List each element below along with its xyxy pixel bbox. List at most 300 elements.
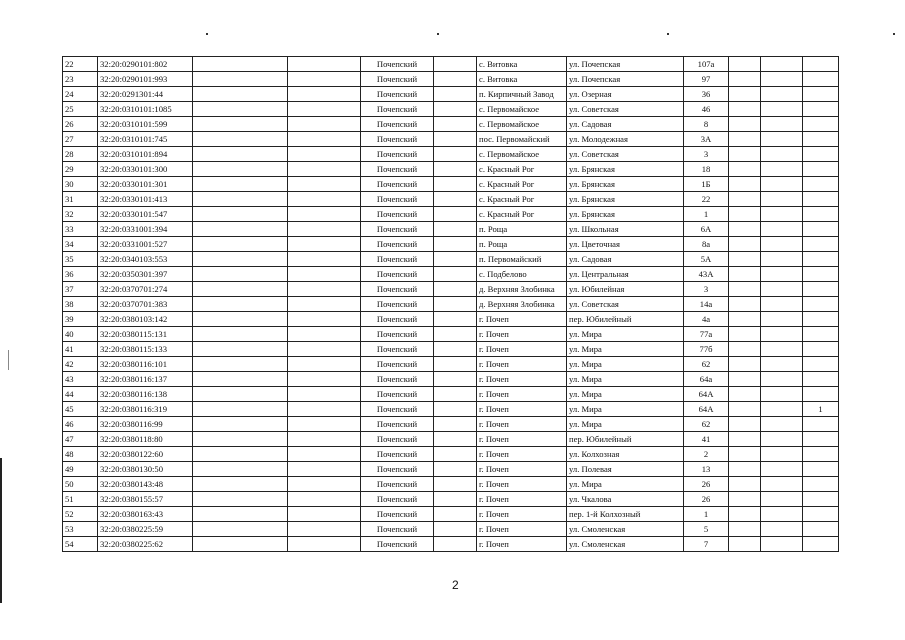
cadastral-number: 32:20:0330101:547 — [98, 207, 193, 222]
street: ул. Цветочная — [567, 237, 684, 252]
locality: г. Почеп — [477, 522, 567, 537]
row-number: 37 — [63, 282, 98, 297]
locality: г. Почеп — [477, 447, 567, 462]
page-number: 2 — [452, 578, 459, 592]
blank-cell — [729, 417, 761, 432]
blank-cell — [761, 432, 803, 447]
locality: с. Подбелово — [477, 267, 567, 282]
blank-cell — [729, 372, 761, 387]
blank-cell — [288, 252, 361, 267]
house-number: 5А — [684, 252, 729, 267]
locality: с. Первомайское — [477, 117, 567, 132]
house-number: 62 — [684, 357, 729, 372]
row-number: 23 — [63, 72, 98, 87]
district: Почепский — [361, 282, 434, 297]
locality: д. Верхняя Злобинка — [477, 297, 567, 312]
row-number: 32 — [63, 207, 98, 222]
mark-cell — [803, 237, 839, 252]
street: ул. Смоленская — [567, 522, 684, 537]
house-number: 18 — [684, 162, 729, 177]
blank-cell — [729, 147, 761, 162]
street: ул. Мира — [567, 372, 684, 387]
blank-cell — [729, 432, 761, 447]
mark-cell — [803, 357, 839, 372]
blank-cell — [193, 147, 288, 162]
mark-cell — [803, 372, 839, 387]
street: ул. Колхозная — [567, 447, 684, 462]
blank-cell — [761, 372, 803, 387]
blank-cell — [729, 207, 761, 222]
blank-cell — [288, 162, 361, 177]
blank-cell — [729, 117, 761, 132]
blank-cell — [288, 312, 361, 327]
blank-cell — [193, 462, 288, 477]
table-row — [63, 312, 839, 327]
street: ул. Мира — [567, 477, 684, 492]
blank-cell — [193, 282, 288, 297]
blank-cell — [288, 222, 361, 237]
table-row — [63, 162, 839, 177]
locality: пос. Первомайский — [477, 132, 567, 147]
blank-cell — [761, 162, 803, 177]
blank-cell — [288, 282, 361, 297]
blank-cell — [193, 447, 288, 462]
blank-cell — [434, 267, 477, 282]
blank-cell — [434, 87, 477, 102]
district: Почепский — [361, 252, 434, 267]
blank-cell — [761, 507, 803, 522]
district: Почепский — [361, 357, 434, 372]
scan-binding-line — [8, 350, 9, 370]
locality: д. Верхняя Злобинка — [477, 282, 567, 297]
blank-cell — [193, 102, 288, 117]
cadastral-number: 32:20:0380115:133 — [98, 342, 193, 357]
table-row — [63, 507, 839, 522]
row-number: 54 — [63, 537, 98, 552]
street: ул. Центральная — [567, 267, 684, 282]
blank-cell — [288, 267, 361, 282]
mark-cell — [803, 192, 839, 207]
locality: с. Первомайское — [477, 147, 567, 162]
district: Почепский — [361, 267, 434, 282]
blank-cell — [729, 387, 761, 402]
cadastral-number: 32:20:0380143:48 — [98, 477, 193, 492]
blank-cell — [288, 72, 361, 87]
blank-cell — [288, 447, 361, 462]
mark-cell — [803, 87, 839, 102]
blank-cell — [729, 132, 761, 147]
blank-cell — [434, 147, 477, 162]
mark-cell — [803, 417, 839, 432]
house-number: 41 — [684, 432, 729, 447]
registry-table — [62, 56, 839, 552]
blank-cell — [761, 297, 803, 312]
blank-cell — [761, 312, 803, 327]
house-number: 77а — [684, 327, 729, 342]
district: Почепский — [361, 537, 434, 552]
mark-cell — [803, 342, 839, 357]
cadastral-number: 32:20:0310101:599 — [98, 117, 193, 132]
blank-cell — [193, 177, 288, 192]
blank-cell — [193, 252, 288, 267]
blank-cell — [288, 147, 361, 162]
table-row — [63, 402, 839, 417]
cadastral-number: 32:20:0380122:60 — [98, 447, 193, 462]
house-number: 26 — [684, 492, 729, 507]
cadastral-number: 32:20:0380116:99 — [98, 417, 193, 432]
blank-cell — [434, 222, 477, 237]
district: Почепский — [361, 192, 434, 207]
blank-cell — [761, 207, 803, 222]
table-row — [63, 87, 839, 102]
table-row — [63, 492, 839, 507]
blank-cell — [434, 297, 477, 312]
blank-cell — [288, 387, 361, 402]
street: ул. Брянская — [567, 207, 684, 222]
blank-cell — [761, 237, 803, 252]
house-number: 2 — [684, 447, 729, 462]
street: ул. Полевая — [567, 462, 684, 477]
row-number: 28 — [63, 147, 98, 162]
locality: с. Красный Рог — [477, 207, 567, 222]
table-row — [63, 522, 839, 537]
blank-cell — [288, 297, 361, 312]
locality: г. Почеп — [477, 507, 567, 522]
cadastral-number: 32:20:0380225:62 — [98, 537, 193, 552]
locality: г. Почеп — [477, 387, 567, 402]
table-row — [63, 477, 839, 492]
blank-cell — [761, 357, 803, 372]
house-number: 8 — [684, 117, 729, 132]
table-row — [63, 267, 839, 282]
row-number: 51 — [63, 492, 98, 507]
table-row — [63, 537, 839, 552]
cadastral-number: 32:20:0380163:43 — [98, 507, 193, 522]
locality: с. Красный Рог — [477, 177, 567, 192]
mark-cell — [803, 57, 839, 72]
blank-cell — [193, 327, 288, 342]
district: Почепский — [361, 297, 434, 312]
district: Почепский — [361, 132, 434, 147]
blank-cell — [434, 132, 477, 147]
mark-cell — [803, 207, 839, 222]
district: Почепский — [361, 417, 434, 432]
district: Почепский — [361, 342, 434, 357]
row-number: 46 — [63, 417, 98, 432]
row-number: 34 — [63, 237, 98, 252]
blank-cell — [761, 402, 803, 417]
district: Почепский — [361, 447, 434, 462]
house-number: 6А — [684, 222, 729, 237]
blank-cell — [434, 327, 477, 342]
blank-cell — [288, 507, 361, 522]
blank-cell — [729, 492, 761, 507]
cadastral-number: 32:20:0380116:319 — [98, 402, 193, 417]
table-row — [63, 102, 839, 117]
house-number: 46 — [684, 102, 729, 117]
blank-cell — [434, 207, 477, 222]
locality: с. Витовка — [477, 57, 567, 72]
row-number: 42 — [63, 357, 98, 372]
row-number: 24 — [63, 87, 98, 102]
registry-table-body — [63, 57, 839, 552]
blank-cell — [288, 327, 361, 342]
row-number: 44 — [63, 387, 98, 402]
mark-cell — [803, 387, 839, 402]
blank-cell — [434, 312, 477, 327]
blank-cell — [434, 477, 477, 492]
table-row — [63, 117, 839, 132]
mark-cell — [803, 132, 839, 147]
row-number: 36 — [63, 267, 98, 282]
table-row — [63, 282, 839, 297]
mark-cell — [803, 492, 839, 507]
house-number: 1 — [684, 207, 729, 222]
district: Почепский — [361, 87, 434, 102]
cadastral-number: 32:20:0380225:59 — [98, 522, 193, 537]
blank-cell — [288, 477, 361, 492]
table-row — [63, 417, 839, 432]
cadastral-number: 32:20:0291301:44 — [98, 87, 193, 102]
district: Почепский — [361, 402, 434, 417]
district: Почепский — [361, 507, 434, 522]
blank-cell — [193, 207, 288, 222]
street: ул. Советская — [567, 147, 684, 162]
mark-cell — [803, 117, 839, 132]
blank-cell — [434, 57, 477, 72]
street: ул. Садовая — [567, 252, 684, 267]
blank-cell — [288, 357, 361, 372]
mark-cell — [803, 312, 839, 327]
district: Почепский — [361, 207, 434, 222]
locality: г. Почеп — [477, 477, 567, 492]
street: ул. Садовая — [567, 117, 684, 132]
blank-cell — [729, 297, 761, 312]
locality: г. Почеп — [477, 417, 567, 432]
blank-cell — [729, 192, 761, 207]
blank-cell — [193, 312, 288, 327]
house-number: 8а — [684, 237, 729, 252]
blank-cell — [193, 57, 288, 72]
blank-cell — [761, 477, 803, 492]
district: Почепский — [361, 237, 434, 252]
street: ул. Мира — [567, 327, 684, 342]
blank-cell — [434, 282, 477, 297]
blank-cell — [193, 522, 288, 537]
blank-cell — [193, 87, 288, 102]
blank-cell — [729, 447, 761, 462]
locality: г. Почеп — [477, 537, 567, 552]
blank-cell — [288, 342, 361, 357]
street: ул. Мира — [567, 402, 684, 417]
locality: с. Красный Рог — [477, 162, 567, 177]
house-number: 13 — [684, 462, 729, 477]
cadastral-number: 32:20:0340103:553 — [98, 252, 193, 267]
blank-cell — [434, 372, 477, 387]
blank-cell — [193, 357, 288, 372]
blank-cell — [434, 117, 477, 132]
blank-cell — [434, 432, 477, 447]
locality: г. Почеп — [477, 312, 567, 327]
blank-cell — [729, 402, 761, 417]
cadastral-number: 32:20:0380116:101 — [98, 357, 193, 372]
blank-cell — [761, 522, 803, 537]
blank-cell — [288, 417, 361, 432]
district: Почепский — [361, 462, 434, 477]
blank-cell — [729, 102, 761, 117]
house-number: 26 — [684, 477, 729, 492]
street: ул. Почепская — [567, 57, 684, 72]
table-row — [63, 252, 839, 267]
blank-cell — [193, 192, 288, 207]
street: ул. Чкалова — [567, 492, 684, 507]
table-row — [63, 447, 839, 462]
blank-cell — [193, 297, 288, 312]
house-number: 3 — [684, 282, 729, 297]
blank-cell — [761, 117, 803, 132]
blank-cell — [761, 57, 803, 72]
cadastral-number: 32:20:0380130:50 — [98, 462, 193, 477]
district: Почепский — [361, 477, 434, 492]
blank-cell — [193, 492, 288, 507]
blank-cell — [761, 72, 803, 87]
blank-cell — [434, 162, 477, 177]
locality: с. Красный Рог — [477, 192, 567, 207]
house-number: 77б — [684, 342, 729, 357]
blank-cell — [761, 462, 803, 477]
table-row — [63, 132, 839, 147]
cadastral-number: 32:20:0331001:394 — [98, 222, 193, 237]
district: Почепский — [361, 312, 434, 327]
blank-cell — [761, 537, 803, 552]
blank-cell — [288, 207, 361, 222]
row-number: 35 — [63, 252, 98, 267]
blank-cell — [761, 132, 803, 147]
house-number: 4а — [684, 312, 729, 327]
blank-cell — [434, 537, 477, 552]
row-number: 43 — [63, 372, 98, 387]
house-number: 3А — [684, 132, 729, 147]
blank-cell — [434, 72, 477, 87]
blank-cell — [761, 417, 803, 432]
blank-cell — [761, 492, 803, 507]
cadastral-number: 32:20:0290101:802 — [98, 57, 193, 72]
blank-cell — [434, 252, 477, 267]
table-row — [63, 372, 839, 387]
blank-cell — [193, 387, 288, 402]
cadastral-number: 32:20:0370701:274 — [98, 282, 193, 297]
district: Почепский — [361, 162, 434, 177]
street: ул. Озерная — [567, 87, 684, 102]
blank-cell — [761, 282, 803, 297]
blank-cell — [288, 432, 361, 447]
house-number: 107а — [684, 57, 729, 72]
locality: г. Почеп — [477, 432, 567, 447]
table-row — [63, 147, 839, 162]
street: ул. Смоленская — [567, 537, 684, 552]
district: Почепский — [361, 372, 434, 387]
blank-cell — [729, 357, 761, 372]
cadastral-number: 32:20:0380116:138 — [98, 387, 193, 402]
row-number: 53 — [63, 522, 98, 537]
table-row — [63, 207, 839, 222]
mark-cell — [803, 507, 839, 522]
house-number: 64А — [684, 387, 729, 402]
blank-cell — [193, 417, 288, 432]
blank-cell — [729, 162, 761, 177]
mark-cell — [803, 72, 839, 87]
blank-cell — [288, 132, 361, 147]
mark-cell — [803, 447, 839, 462]
blank-cell — [729, 327, 761, 342]
blank-cell — [761, 342, 803, 357]
blank-cell — [434, 492, 477, 507]
blank-cell — [288, 462, 361, 477]
blank-cell — [729, 252, 761, 267]
mark-cell — [803, 282, 839, 297]
blank-cell — [729, 267, 761, 282]
mark-cell — [803, 177, 839, 192]
locality: п. Первомайский — [477, 252, 567, 267]
house-number: 64а — [684, 372, 729, 387]
house-number: 97 — [684, 72, 729, 87]
blank-cell — [288, 177, 361, 192]
locality: г. Почеп — [477, 492, 567, 507]
table-row — [63, 432, 839, 447]
street: ул. Брянская — [567, 162, 684, 177]
blank-cell — [193, 432, 288, 447]
house-number: 14а — [684, 297, 729, 312]
blank-cell — [193, 267, 288, 282]
cadastral-number: 32:20:0380155:57 — [98, 492, 193, 507]
blank-cell — [288, 192, 361, 207]
scan-dot — [206, 33, 208, 35]
row-number: 25 — [63, 102, 98, 117]
table-row — [63, 357, 839, 372]
house-number: 64А — [684, 402, 729, 417]
blank-cell — [288, 537, 361, 552]
blank-cell — [288, 402, 361, 417]
house-number: 1 — [684, 507, 729, 522]
blank-cell — [729, 57, 761, 72]
table-row — [63, 327, 839, 342]
scan-dot — [437, 33, 439, 35]
blank-cell — [729, 177, 761, 192]
table-row — [63, 237, 839, 252]
house-number: 3 — [684, 147, 729, 162]
mark-cell — [803, 102, 839, 117]
cadastral-number: 32:20:0380116:137 — [98, 372, 193, 387]
table-row — [63, 342, 839, 357]
row-number: 41 — [63, 342, 98, 357]
district: Почепский — [361, 57, 434, 72]
house-number: 7 — [684, 537, 729, 552]
house-number: 36 — [684, 87, 729, 102]
locality: г. Почеп — [477, 372, 567, 387]
blank-cell — [434, 402, 477, 417]
blank-cell — [729, 282, 761, 297]
street: ул. Почепская — [567, 72, 684, 87]
district: Почепский — [361, 147, 434, 162]
mark-cell — [803, 432, 839, 447]
street: пер. 1-й Колхозный — [567, 507, 684, 522]
locality: п. Кирпичный Завод — [477, 87, 567, 102]
locality: п. Роща — [477, 222, 567, 237]
blank-cell — [288, 102, 361, 117]
row-number: 49 — [63, 462, 98, 477]
table-row — [63, 387, 839, 402]
blank-cell — [761, 177, 803, 192]
